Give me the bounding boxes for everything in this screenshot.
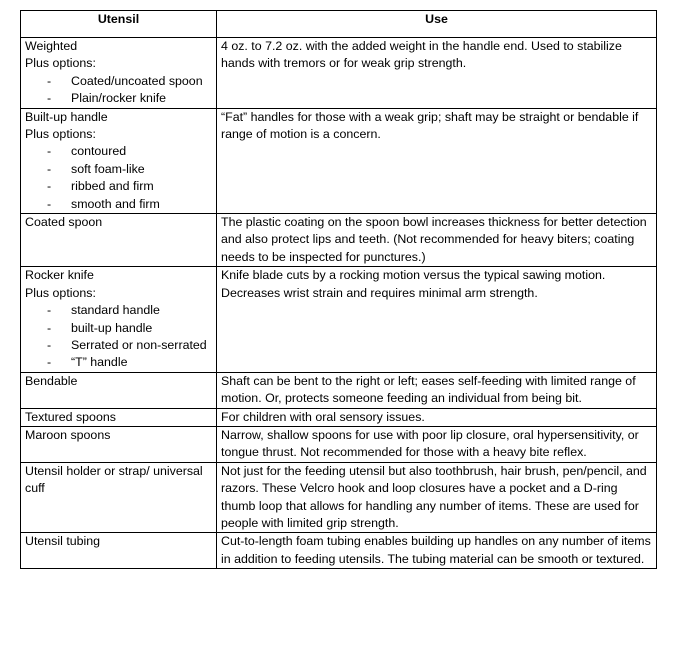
table-row [21, 462, 657, 533]
utensil-name: Weighted [25, 39, 78, 53]
option-item: - built-up handle [25, 320, 212, 337]
use-cell [217, 267, 657, 372]
header-use: Use [217, 11, 657, 38]
utensil-name: Utensil holder or strap/ universal cuff [25, 463, 203, 496]
table-row [21, 108, 657, 213]
utensil-name: Maroon spoons [25, 427, 111, 442]
use-cell [217, 408, 657, 426]
utensil-cell [21, 372, 217, 408]
utensil-name: Textured spoons [25, 409, 116, 424]
options-label: Plus options: [25, 285, 96, 300]
options-list [25, 143, 212, 213]
table-row [21, 214, 657, 267]
header-utensil: Utensil [21, 11, 217, 38]
option-item: - “T” handle [25, 354, 212, 371]
option-item: - Coated/uncoated spoon [25, 73, 212, 90]
table-row [21, 372, 657, 408]
use-text: The plastic coating on the spoon bowl increases thickness for better detection and also protect lips and teeth. (Not recommended for heavy biters; coating needs to be inspected for punctures.) [221, 215, 647, 264]
option-item: - standard handle [25, 302, 212, 319]
use-text: For children with oral sensory issues. [221, 409, 425, 424]
option-item: - Serrated or non-serrated [25, 337, 212, 354]
utensil-name: Utensil tubing [25, 534, 101, 549]
utensil-name: Built-up handle [25, 109, 108, 124]
option-item: - Plain/rocker knife [25, 90, 212, 107]
utensil-name: Bendable [25, 373, 78, 388]
use-cell [217, 533, 657, 569]
utensil-cell [21, 267, 217, 372]
utensil-cell [21, 38, 217, 109]
use-cell [217, 108, 657, 213]
use-cell [217, 38, 657, 109]
utensil-name: Rocker knife [25, 268, 94, 283]
table-row [21, 267, 657, 372]
options-list [25, 73, 212, 108]
table-row [21, 38, 657, 109]
utensil-name: Coated spoon [25, 215, 103, 230]
use-text: 4 oz. to 7.2 oz. with the added weight in the handle end. Used to stabilize hands with tremors or for weak grip strength. [221, 39, 622, 71]
option-item: - contoured [25, 143, 212, 160]
utensil-cell [21, 108, 217, 213]
use-text: Narrow, shallow spoons for use with poor lip closure, oral hypersensitivity, or tongue thrust. Not recommended for those with a heavy bite reflex. [221, 427, 639, 460]
options-label: Plus options: [25, 127, 96, 142]
use-text: Cut-to-length foam tubing enables building up handles on any number of items in addition to feeding utensils. The tubing material can be smooth or textured. [221, 534, 651, 566]
options-label: Plus options: [25, 56, 96, 71]
utensil-cell [21, 408, 217, 426]
option-item: - smooth and firm [25, 196, 212, 213]
use-text: Knife blade cuts by a rocking motion versus the typical sawing motion. Decreases wrist strain and requires minimal arm strength. [221, 268, 606, 300]
header-row [21, 11, 657, 38]
table-row [21, 426, 657, 462]
table-body [21, 38, 657, 569]
table-row [21, 408, 657, 426]
use-cell [217, 214, 657, 267]
option-item: - soft foam-like [25, 161, 212, 178]
options-list [25, 302, 212, 372]
option-item: - ribbed and firm [25, 178, 212, 195]
utensil-table [20, 10, 657, 569]
utensil-cell [21, 462, 217, 533]
use-cell [217, 462, 657, 533]
utensil-cell [21, 426, 217, 462]
use-text: “Fat” handles for those with a weak grip; shaft may be straight or bendable if range of motion is a concern. [221, 109, 639, 142]
use-cell [217, 372, 657, 408]
use-text: Not just for the feeding utensil but also toothbrush, hair brush, pen/pencil, and razors. These Velcro hook and loop closures have a pocket and a D-ring thumb loop that allows for handling any number of items. These are used for people with limited grip strength. [221, 463, 647, 530]
utensil-cell [21, 214, 217, 267]
use-text: Shaft can be bent to the right or left; eases self-feeding with limited range of motion. Or, protects someone feeding an individual from being bit. [221, 373, 636, 406]
use-cell [217, 426, 657, 462]
utensil-cell [21, 533, 217, 569]
table-row [21, 533, 657, 569]
